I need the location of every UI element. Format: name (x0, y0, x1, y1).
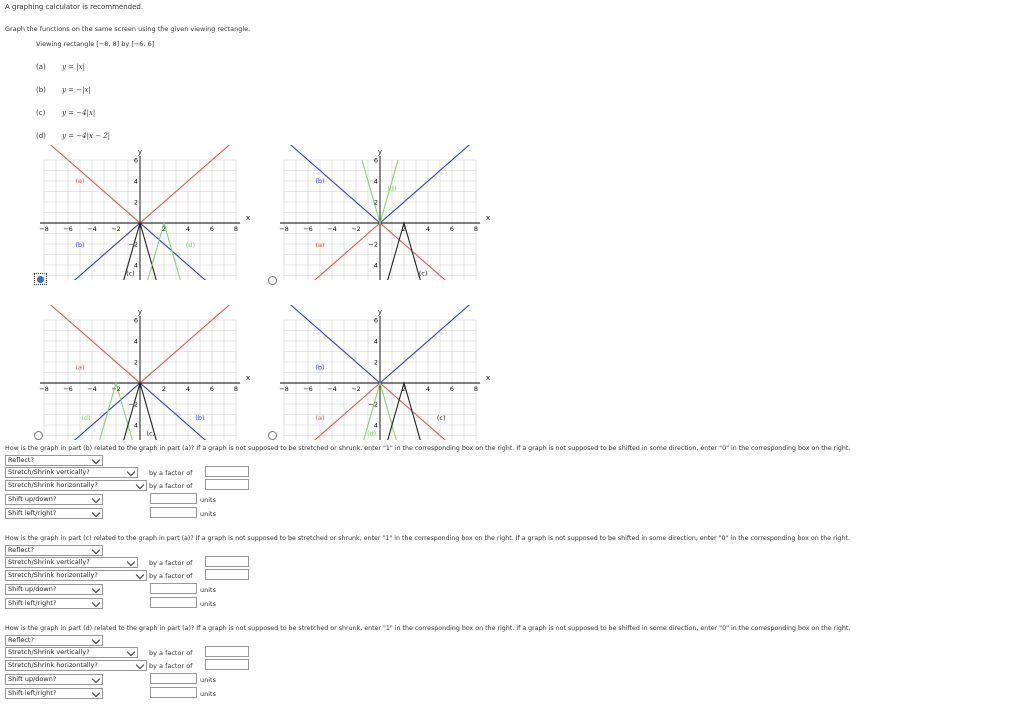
y-tick-label: 4 (133, 337, 138, 346)
function-a-label: (a) (36, 63, 46, 71)
curve-label-b: (b) (75, 241, 85, 250)
curve-label-a: (a) (75, 177, 85, 186)
question-b-reflect-select[interactable] (5, 455, 103, 466)
x-tick-label: −4 (87, 385, 97, 393)
stretch-vertical-select-value: Stretch/Shrink vertically? (8, 648, 90, 656)
x-tick-label: −6 (63, 385, 73, 393)
graph-option-2 (270, 145, 500, 280)
x-tick-label: −8 (279, 385, 289, 393)
x-tick-label: −4 (87, 225, 97, 233)
y-tick-label: 4 (373, 177, 378, 186)
x-tick-label: −6 (303, 225, 313, 233)
y-tick-label: −2 (368, 240, 378, 249)
reflect-select-value: Reflect? (8, 636, 34, 644)
x-tick-label: 6 (449, 225, 455, 233)
curve-label-c: (c) (436, 413, 446, 422)
question-d-vertical-factor-input[interactable] (205, 646, 249, 657)
reflect-select-value: Reflect? (8, 546, 34, 554)
question-b-horizontal-factor-input[interactable] (205, 479, 249, 490)
question-d-stretch-vertical-select[interactable] (5, 647, 138, 658)
y-tick-label: 2 (373, 358, 378, 367)
question-b-shift-lr-select[interactable] (5, 508, 103, 519)
y-axis-label: y (377, 148, 383, 156)
chevron-down-icon (127, 468, 135, 476)
chevron-down-icon (127, 558, 135, 566)
question-d-reflect-select[interactable] (5, 635, 103, 646)
y-tick-label: 4 (373, 261, 378, 270)
by-a-factor-label: by a factor of (149, 469, 193, 477)
chevron-down-icon (127, 648, 135, 656)
shift-ud-select-value: Shift up/down? (8, 495, 57, 503)
graph-option-4 (270, 305, 500, 440)
x-axis-label: x (486, 214, 491, 222)
y-tick-label: −2 (368, 400, 378, 409)
function-c-eq: y = −4|x| (62, 109, 96, 117)
question-b-shift-lr-input[interactable] (150, 507, 197, 518)
x-tick-label: −2 (111, 225, 121, 233)
curve-label-b: (b) (315, 363, 325, 372)
reflect-select-value: Reflect? (8, 456, 34, 464)
x-tick-label: 4 (425, 225, 431, 233)
x-tick-label: 2 (161, 385, 167, 393)
question-c-stretch-vertical-select[interactable] (5, 557, 138, 568)
curve-label-d: (d) (185, 241, 196, 250)
graph-option-3 (30, 305, 260, 440)
stretch-horizontal-select-value: Stretch/Shrink horizontally? (8, 661, 98, 669)
question-b-prompt: How is the graph in part (b) related to the graph in part (a)? If a graph is not supposed to be stretched or shrunk, enter "1" in the corresponding box on the right. If a graph is not supposed to be shifted in some direction, enter "0" in the corresponding box on the right. (5, 445, 851, 452)
x-tick-label: −2 (111, 385, 121, 393)
x-tick-label: −2 (351, 225, 361, 233)
question-d-prompt: How is the graph in part (d) related to the graph in part (a)? If a graph is not supposed to be stretched or shrunk, enter "1" in the corresponding box on the right. If a graph is not supposed to be shifted in some direction, enter "0" in the corresponding box on the right. (5, 625, 851, 632)
x-tick-label: 2 (161, 225, 167, 233)
by-a-factor-label: by a factor of (149, 482, 193, 490)
x-tick-label: −6 (63, 225, 73, 233)
y-tick-label: 6 (373, 316, 378, 325)
y-tick-label: 2 (373, 198, 378, 207)
stretch-horizontal-select-value: Stretch/Shrink horizontally? (8, 571, 98, 579)
curve-label-d: (d) (81, 413, 91, 422)
stretch-vertical-select-value: Stretch/Shrink vertically? (8, 558, 90, 566)
y-tick-label: 4 (133, 261, 138, 270)
shift-ud-select-value: Shift up/down? (8, 675, 57, 683)
chevron-down-icon (92, 456, 100, 464)
question-c-shift-ud-input[interactable] (150, 583, 197, 594)
y-axis-label: y (137, 148, 143, 156)
y-tick-label: −2 (128, 400, 138, 409)
y-tick-label: −2 (128, 240, 138, 249)
units-label: units (200, 600, 216, 608)
function-c-label: (c) (36, 109, 46, 117)
chevron-down-icon (92, 689, 100, 697)
question-d-horizontal-factor-input[interactable] (205, 659, 249, 670)
x-tick-label: 6 (209, 385, 215, 393)
shift-lr-select-value: Shift left/right? (8, 599, 57, 607)
question-b-shift-ud-input[interactable] (150, 493, 197, 504)
y-axis-label: y (377, 308, 383, 316)
units-label: units (200, 676, 216, 684)
curve-label-a: (a) (75, 363, 85, 372)
chevron-down-icon (92, 675, 100, 683)
x-tick-label: −8 (39, 225, 49, 233)
function-b-eq: y = −|x| (62, 86, 91, 94)
function-b-label: (b) (36, 86, 46, 94)
chevron-down-icon (136, 481, 144, 489)
x-tick-label: −4 (327, 385, 337, 393)
function-d-eq: y = −4|x − 2| (62, 132, 111, 140)
shift-ud-select-value: Shift up/down? (8, 585, 57, 593)
function-d-label: (d) (36, 132, 46, 140)
question-c-shift-lr-input[interactable] (150, 597, 197, 608)
x-tick-label: −2 (351, 385, 361, 393)
x-tick-label: 8 (233, 225, 239, 233)
question-c-shift-lr-select[interactable] (5, 598, 103, 609)
chevron-down-icon (136, 661, 144, 669)
stretch-horizontal-select-value: Stretch/Shrink horizontally? (8, 481, 98, 489)
x-tick-label: 4 (185, 385, 191, 393)
question-b-stretch-vertical-select[interactable] (5, 467, 138, 478)
question-b-vertical-factor-input[interactable] (205, 466, 249, 477)
y-tick-label: 6 (133, 316, 138, 325)
units-label: units (200, 496, 216, 504)
x-tick-label: −8 (279, 225, 289, 233)
question-d-shift-lr-input[interactable] (150, 687, 197, 698)
y-tick-label: 6 (373, 156, 378, 165)
by-a-factor-label: by a factor of (149, 572, 193, 580)
curve-label-d: (d) (366, 429, 377, 438)
y-tick-label: 6 (133, 156, 138, 165)
by-a-factor-label: by a factor of (149, 649, 193, 657)
curve-label-a: (a) (315, 413, 325, 422)
curve-label-b: (b) (195, 413, 205, 422)
y-tick-label: 4 (373, 337, 378, 346)
chevron-down-icon (136, 571, 144, 579)
question-c-shift-ud-select[interactable] (5, 584, 103, 595)
x-tick-label: 8 (473, 225, 479, 233)
question-b-stretch-horizontal-select[interactable] (5, 480, 147, 491)
shift-lr-select-value: Shift left/right? (8, 689, 57, 697)
question-d-shift-lr-select[interactable] (5, 688, 103, 699)
question-c-vertical-factor-input[interactable] (205, 556, 249, 567)
chevron-down-icon (92, 546, 100, 554)
question-d-shift-ud-select[interactable] (5, 674, 103, 685)
curve-label-c: (c) (418, 269, 428, 278)
chevron-down-icon (92, 495, 100, 503)
y-tick-label: 2 (133, 358, 138, 367)
viewing-rectangle: Viewing rectangle [−8, 8] by [−6, 6] (36, 40, 155, 48)
chevron-down-icon (92, 636, 100, 644)
x-axis-label: x (246, 214, 251, 222)
x-tick-label: 6 (209, 225, 215, 233)
x-axis-label: x (246, 374, 251, 382)
stretch-vertical-select-value: Stretch/Shrink vertically? (8, 468, 90, 476)
curve-label-c: (c) (126, 269, 135, 278)
x-tick-label: 6 (449, 385, 455, 393)
function-a-eq: y = |x| (62, 63, 85, 71)
graph-option-1 (30, 145, 260, 280)
x-tick-label: 8 (473, 385, 479, 393)
units-label: units (200, 690, 216, 698)
question-d-stretch-horizontal-select[interactable] (5, 660, 147, 671)
y-axis-label: y (137, 308, 143, 316)
x-tick-label: 4 (425, 385, 431, 393)
y-tick-label: 4 (133, 177, 138, 186)
curve-label-b: (b) (315, 177, 325, 186)
by-a-factor-label: by a factor of (149, 662, 193, 670)
question-c-reflect-select[interactable] (5, 545, 103, 556)
units-label: units (200, 586, 216, 594)
x-tick-label: −6 (303, 385, 313, 393)
question-c-prompt: How is the graph in part (c) related to the graph in part (a)? If a graph is not supposed to be stretched or shrunk, enter "1" in the corresponding box on the right. If a graph is not supposed to be shifted in some direction, enter "0" in the corresponding box on the right. (5, 535, 850, 542)
by-a-factor-label: by a factor of (149, 559, 193, 567)
y-tick-label: 4 (133, 421, 138, 430)
curve-label-a: (a) (315, 241, 325, 250)
y-tick-label: 2 (133, 198, 138, 207)
x-tick-label: 8 (233, 385, 239, 393)
curve-label-d: (d) (387, 184, 397, 193)
question-c-stretch-horizontal-select[interactable] (5, 570, 147, 581)
instructions-text: Graph the functions on the same screen using the given viewing rectangle. (5, 25, 251, 33)
x-tick-label: −8 (39, 385, 49, 393)
units-label: units (200, 510, 216, 518)
intro-text: A graphing calculator is recommended. (5, 3, 144, 11)
chevron-down-icon (92, 585, 100, 593)
question-d-shift-ud-input[interactable] (150, 673, 197, 684)
question-b-shift-ud-select[interactable] (5, 494, 103, 505)
question-c-horizontal-factor-input[interactable] (205, 569, 249, 580)
x-tick-label: 2 (401, 225, 407, 233)
x-tick-label: 4 (185, 225, 191, 233)
chevron-down-icon (92, 599, 100, 607)
curve-label-c: (c) (146, 429, 156, 438)
x-axis-label: x (486, 374, 491, 382)
shift-lr-select-value: Shift left/right? (8, 509, 57, 517)
x-tick-label: −4 (327, 225, 337, 233)
y-tick-label: 4 (373, 421, 378, 430)
x-tick-label: 2 (401, 385, 407, 393)
chevron-down-icon (92, 509, 100, 517)
